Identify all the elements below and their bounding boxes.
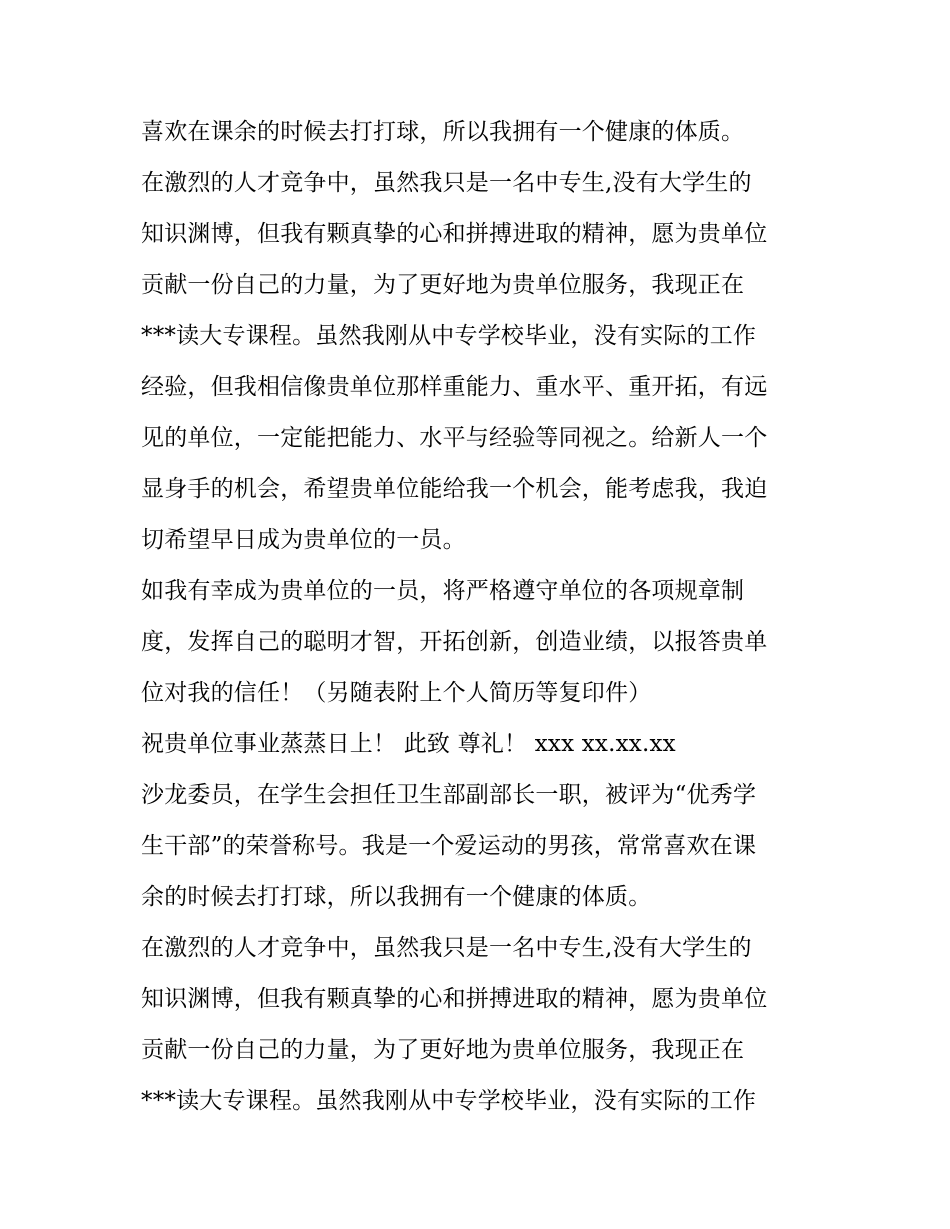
text-line: 在激烈的人才竞争中，虽然我只是一名中专生,没有大学生的	[141, 935, 752, 961]
text-line: 知识渊博，但我有颗真挚的心和拼搏进取的精神，愿为贵单位	[141, 221, 768, 247]
text-line: 见的单位，一定能把能力、水平与经验等同视之。给新人一个	[141, 425, 768, 451]
text-line: 贡献一份自己的力量，为了更好地为贵单位服务，我现正在	[141, 272, 745, 298]
text-line: 喜欢在课余的时候去打打球，所以我拥有一个健康的体质。	[141, 119, 745, 145]
text-line: 度，发挥自己的聪明才智，开拓创新，创造业绩，以报答贵单	[141, 629, 768, 655]
text-line: 显身手的机会，希望贵单位能给我一个机会，能考虑我，我迫	[141, 476, 768, 502]
text-line: 经验，但我相信像贵单位那样重能力、重水平、重开拓，有远	[141, 374, 768, 400]
text-line: 沙龙委员，在学生会担任卫生部副部长一职，被评为“优秀学	[141, 782, 757, 808]
letter-body	[141, 107, 821, 1127]
text-line: 如我有幸成为贵单位的一员，将严格遵守单位的各项规章制	[141, 578, 745, 604]
text-line: 在激烈的人才竞争中，虽然我只是一名中专生,没有大学生的	[141, 170, 752, 196]
text-line: ***读大专课程。虽然我刚从中专学校毕业，没有实际的工作	[141, 1088, 757, 1114]
text-line: ***读大专课程。虽然我刚从中专学校毕业，没有实际的工作	[141, 323, 757, 349]
text-line: 贡献一份自己的力量，为了更好地为贵单位服务，我现正在	[141, 1037, 745, 1063]
text-line: 知识渊博，但我有颗真挚的心和拼搏进取的精神，愿为贵单位	[141, 986, 768, 1012]
text-line: 生干部”的荣誉称号。我是一个爱运动的男孩，常常喜欢在课	[141, 833, 757, 859]
text-line: 位对我的信任！（另随表附上个人简历等复印件）	[141, 680, 652, 706]
text-line: 切希望早日成为贵单位的一员。	[141, 527, 466, 553]
text-line: 余的时候去打打球，所以我拥有一个健康的体质。	[141, 884, 652, 910]
closing-line: 祝贵单位事业蒸蒸日上！ 此致 尊礼！ xxx xx.xx.xx	[141, 731, 676, 757]
